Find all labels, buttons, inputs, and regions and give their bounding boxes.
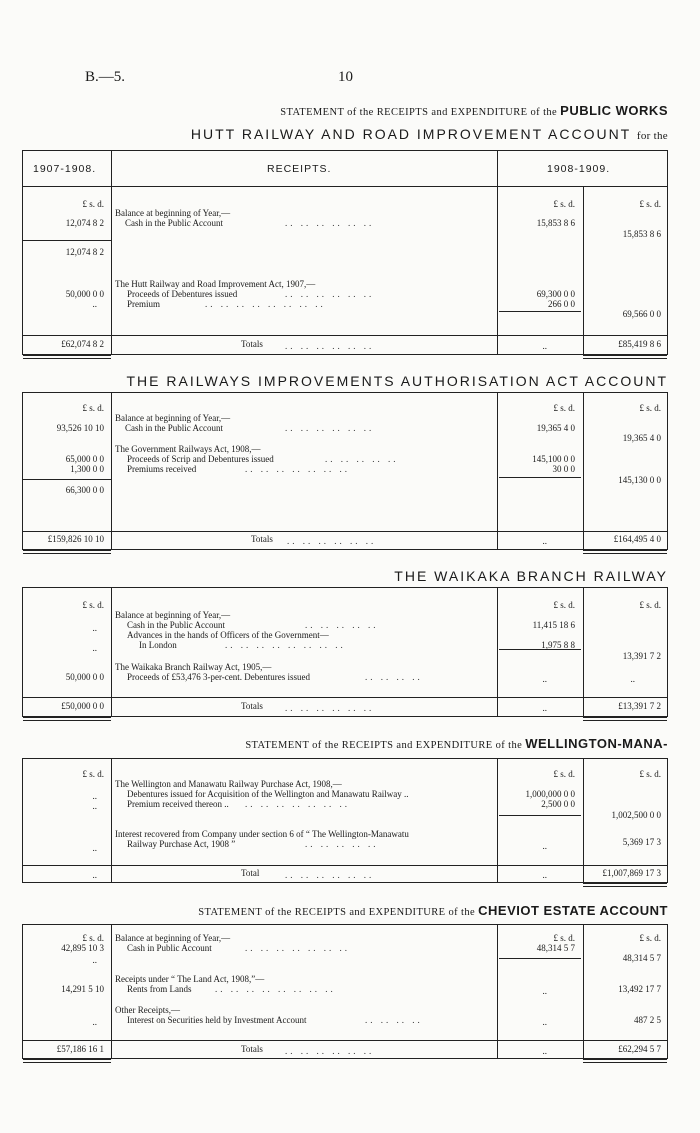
wellington-units-mid: £ s. d. (553, 769, 575, 779)
cheviot-units-right: £ s. d. (639, 933, 661, 943)
wellington-total-label: Total (241, 868, 260, 878)
hutt-table: 1907-1908. RECEIPTS. 1908-1909. £ s. d. £ s. d. £ s. d. Balance at beginning of Year,— Cash in the Public Account .. .. .. .. .. .. 12,074 8 2 15,853 8 6 15,853 8 6 12,074 8 2 The Hutt Railway and Road Improvement Act, 1907,— Proceeds of Debentures issued .. .. .. .. .. .. Premium .. .. .. .. .. .. .. .. 50,000 0 0 .. 69,300 0 0 266 0 0 69,566 0 0 Totals .. .. .. .. .. .. £62,074 8 2 .. £85,419 8 6 (22, 150, 668, 355)
cheviot-left-interest: .. (92, 1017, 97, 1027)
wellington-units-left: £ s. d. (82, 769, 104, 779)
waikaka-table: £ s. d. £ s. d. £ s. d. Balance at beginning of Year,— Cash in the Public Account .. .. .. .. .. Advances in the hands of Officers of the Government— In London .. .. .. .. .. .. .. .. .. .. 11,415 18 6 1,975 8 8 13,391 7 2 The Waikaka Branch Railway Act, 1905,— Proceeds of £53,476 3-per-cent. Debentures issued .. .. .. .. 50,000 0 0 .. .. Totals .. .. .. .. .. .. £50,000 0 0 .. £13,391 7 2 (22, 587, 668, 717)
cheviot-other-label: Other Receipts,— (115, 1005, 180, 1015)
wellington-heading-strong: WELLINGTON-MANA- (525, 736, 668, 751)
wellington-table: £ s. d. £ s. d. £ s. d. The Wellington and Manawatu Railway Purchase Act, 1908,— Debentures issued for Acquisition of the Wellington and Manawatu Railway .. Premium received thereon .. .. .. .. .. .. .. .. .. .. 1,000,000 0 0 2,500 0 0 1,002,500 0 0 Interest recovered from Company under section 6 of “ The Wellington-Manawatu Railway Purchase Act, 1908 ” .. .. .. .. .. .. .. 5,369 17 3 Total .. .. .. .. .. .. .. .. £1,007,869 17 3 (22, 758, 668, 883)
hutt-right-premium: 266 0 0 (548, 299, 575, 309)
hutt-right-cash-total: 15,853 8 6 (622, 229, 661, 239)
wellington-left-total: .. (92, 870, 97, 880)
improvements-right-cash: 19,365 4 0 (536, 423, 575, 433)
statement-heading-prefix: STATEMENT of the RECEIPTS and EXPENDITURE of the (280, 107, 558, 118)
hutt-header-left: 1907-1908. (33, 163, 97, 175)
improvements-section-title: THE RAILWAYS IMPROVEMENTS AUTHORISATION ACT ACCOUNT (126, 373, 668, 389)
hutt-title-tail: for the (636, 130, 668, 142)
waikaka-act-label: The Waikaka Branch Railway Act, 1905,— (115, 662, 272, 672)
improvements-right-premiums: 30 0 0 (552, 464, 575, 474)
hutt-units-left: £ s. d. (82, 199, 104, 209)
cheviot-right-total: £62,294 5 7 (618, 1044, 661, 1054)
improvements-left-premiums: 1,300 0 0 (70, 464, 104, 474)
cheviot-mid-total: .. (542, 1046, 547, 1056)
cheviot-units-left: £ s. d. (82, 933, 104, 943)
hutt-right-total: £85,419 8 6 (618, 339, 661, 349)
improvements-cash-label: Cash in the Public Account (125, 423, 223, 433)
waikaka-left-cash: .. (92, 623, 97, 633)
wellington-left-debentures: .. (92, 791, 97, 801)
page-reference: B.—5. (85, 69, 126, 85)
wellington-act-label: The Wellington and Manawatu Railway Purchase Act, 1908,— (115, 779, 342, 789)
wellington-interest-label-1: Interest recovered from Company under section 6 of “ The Wellington-Manawatu (115, 829, 409, 839)
improvements-scrip-label: Proceeds of Scrip and Debentures issued (127, 454, 274, 464)
waikaka-mid-debentures: .. (542, 674, 547, 684)
cheviot-left-total: £57,186 16 1 (56, 1044, 104, 1054)
wellington-mid-interest: .. (542, 841, 547, 851)
improvements-left-total: £159,826 10 10 (47, 534, 104, 544)
hutt-left-cash: 12,074 8 2 (65, 218, 104, 228)
wellington-mid-total: .. (542, 870, 547, 880)
wellington-left-interest: .. (92, 843, 97, 853)
improvements-right-scrip: 145,100 0 0 (532, 454, 575, 464)
cheviot-right-interest: 487 2 5 (634, 1015, 661, 1025)
cheviot-heading-strong: CHEVIOT ESTATE ACCOUNT (478, 903, 668, 918)
waikaka-section-title: THE WAIKAKA BRANCH RAILWAY (394, 568, 668, 584)
hutt-right-cash: 15,853 8 6 (536, 218, 575, 228)
cheviot-mid-rents: .. (542, 986, 547, 996)
waikaka-left-debentures: 50,000 0 0 (65, 672, 104, 682)
waikaka-advances-label: Advances in the hands of Officers of the Government— (127, 630, 329, 640)
hutt-left-debentures: 50,000 0 0 (65, 289, 104, 299)
hutt-left-sub: 12,074 8 2 (65, 247, 104, 257)
hutt-cash-label: Cash in the Public Account (125, 218, 223, 228)
waikaka-mid-total: .. (542, 703, 547, 713)
wellington-premium-label: Premium received thereon .. (127, 799, 229, 809)
improvements-left-scrip: 65,000 0 0 (65, 454, 104, 464)
waikaka-totals-label: Totals (241, 701, 263, 711)
cheviot-left-rents: 14,291 5 10 (61, 984, 104, 994)
hutt-premium-label: Premium (127, 299, 160, 309)
cheviot-right-cash-total: 48,314 5 7 (622, 953, 661, 963)
waikaka-units-left: £ s. d. (82, 600, 104, 610)
waikaka-units-mid: £ s. d. (553, 600, 575, 610)
cheviot-right-cash: 48,314 5 7 (536, 943, 575, 953)
hutt-left-total: £62,074 8 2 (61, 339, 104, 349)
improvements-premiums-label: Premiums received (127, 464, 197, 474)
wellington-left-premium: .. (92, 801, 97, 811)
hutt-debentures-label: Proceeds of Debentures issued (127, 289, 238, 299)
hutt-right-debentures: 69,300 0 0 (536, 289, 575, 299)
hutt-header-right: 1908-1909. (547, 163, 611, 175)
waikaka-units-right: £ s. d. (639, 600, 661, 610)
improvements-left-sub: 66,300 0 0 (65, 485, 104, 495)
improvements-act-label: The Government Railways Act, 1908,— (115, 444, 261, 454)
cheviot-left-cash: 42,895 10 3 (61, 943, 104, 953)
wellington-right-total: £1,007,869 17 3 (602, 868, 661, 878)
improvements-balance-label: Balance at beginning of Year,— (115, 413, 231, 423)
waikaka-right-cash: 11,415 18 6 (532, 620, 575, 630)
waikaka-right-balance-total: 13,391 7 2 (622, 651, 661, 661)
wellington-right-debentures: 1,000,000 0 0 (525, 789, 575, 799)
wellington-units-right: £ s. d. (639, 769, 661, 779)
wellington-right-premium: 2,500 0 0 (541, 799, 575, 809)
waikaka-right-debentures: .. (630, 674, 635, 684)
hutt-act-label: The Hutt Railway and Road Improvement Act, 1907,— (115, 279, 316, 289)
wellington-debentures-label: Debentures issued for Acquisition of the Wellington and Manawatu Railway .. (127, 789, 409, 799)
cheviot-table: £ s. d. £ s. d. £ s. d. Balance at beginning of Year,— Cash in Public Account .. .. .. .. .. .. .. 42,895 10 3 .. 48,314 5 7 48,314 5 7 Receipts under “ The Land Act, 1908,”— Rents from Lands .. .. .. .. .. .. .. .. 14,291 5 10 .. 13,492 17 7 Other Receipts,— Interest on Securities held by Investment Account .. .. .. .. .. .. 487 2 5 Totals .. .. .. .. .. .. £57,186 16 1 .. £62,294 5 7 (22, 924, 668, 1059)
cheviot-mid-interest: .. (542, 1017, 547, 1027)
wellington-heading (245, 736, 668, 751)
cheviot-cash-label: Cash in Public Account (127, 943, 212, 953)
hutt-right-act-total: 69,566 0 0 (622, 309, 661, 319)
improvements-right-cash-total: 19,365 4 0 (622, 433, 661, 443)
improvements-left-cash: 93,526 10 10 (56, 423, 104, 433)
improvements-right-act-total: 145,130 0 0 (618, 475, 661, 485)
waikaka-london-label: In London (139, 640, 177, 650)
cheviot-units-mid: £ s. d. (553, 933, 575, 943)
hutt-units-right: £ s. d. (639, 199, 661, 209)
cheviot-interest-label: Interest on Securities held by Investment Account (127, 1015, 307, 1025)
improvements-right-total: £164,495 4 0 (613, 534, 661, 544)
improvements-mid-total: .. (542, 536, 547, 546)
improvements-units-right: £ s. d. (639, 403, 661, 413)
hutt-units-mid: £ s. d. (553, 199, 575, 209)
statement-heading-strong: PUBLIC WORKS (560, 103, 668, 118)
cheviot-heading (198, 903, 668, 918)
hutt-left-premium: .. (92, 299, 97, 309)
hutt-balance-label: Balance at beginning of Year,— (115, 208, 231, 218)
improvements-units-left: £ s. d. (82, 403, 104, 413)
waikaka-balance-label: Balance at beginning of Year,— (115, 610, 231, 620)
cheviot-land-act-label: Receipts under “ The Land Act, 1908,”— (115, 974, 265, 984)
hutt-title-text: HUTT RAILWAY AND ROAD IMPROVEMENT ACCOUNT (190, 126, 631, 142)
waikaka-cash-label: Cash in the Public Account (127, 620, 225, 630)
improvements-table: £ s. d. £ s. d. £ s. d. Balance at beginning of Year,— Cash in the Public Account .. .. .. .. .. .. 93,526 10 10 19,365 4 0 19,365 4 0 The Government Railways Act, 1908,— Proceeds of Scrip and Debentures issued .. .. .. .. .. Premiums received .. .. .. .. .. .. .. 65,000 0 0 1,300 0 0 66,300 0 0 145,100 0 0 30 0 0 145,130 0 0 Totals .. .. .. .. .. .. £159,826 10 10 .. £164,495 4 0 (22, 392, 668, 550)
hutt-header-mid: RECEIPTS. (267, 163, 332, 175)
cheviot-heading-prefix: STATEMENT of the RECEIPTS and EXPENDITURE of the (198, 907, 476, 918)
cheviot-left-cash-sub: .. (92, 955, 97, 965)
improvements-totals-label: Totals (251, 534, 273, 544)
cheviot-balance-label: Balance at beginning of Year,— (115, 933, 231, 943)
wellington-interest-label-2: Railway Purchase Act, 1908 ” (127, 839, 236, 849)
hutt-totals-label: Totals (241, 339, 263, 349)
cheviot-totals-label: Totals (241, 1044, 263, 1054)
waikaka-left-total: £50,000 0 0 (61, 701, 104, 711)
waikaka-debentures-label: Proceeds of £53,476 3-per-cent. Debentures issued (127, 672, 311, 682)
waikaka-left-london: .. (92, 643, 97, 653)
cheviot-right-rents: 13,492 17 7 (618, 984, 661, 994)
wellington-right-act-total: 1,002,500 0 0 (611, 810, 661, 820)
improvements-units-mid: £ s. d. (553, 403, 575, 413)
wellington-heading-prefix: STATEMENT of the RECEIPTS and EXPENDITURE of the (245, 740, 523, 751)
waikaka-right-total: £13,391 7 2 (618, 701, 661, 711)
hutt-mid-total: .. (542, 341, 547, 351)
page-number: 10 (338, 69, 353, 85)
cheviot-rents-label: Rents from Lands (127, 984, 192, 994)
waikaka-right-london: 1,975 8 8 (541, 640, 575, 650)
wellington-right-interest: 5,369 17 3 (622, 837, 661, 847)
statement-heading (280, 103, 668, 118)
hutt-section-title (191, 126, 668, 142)
